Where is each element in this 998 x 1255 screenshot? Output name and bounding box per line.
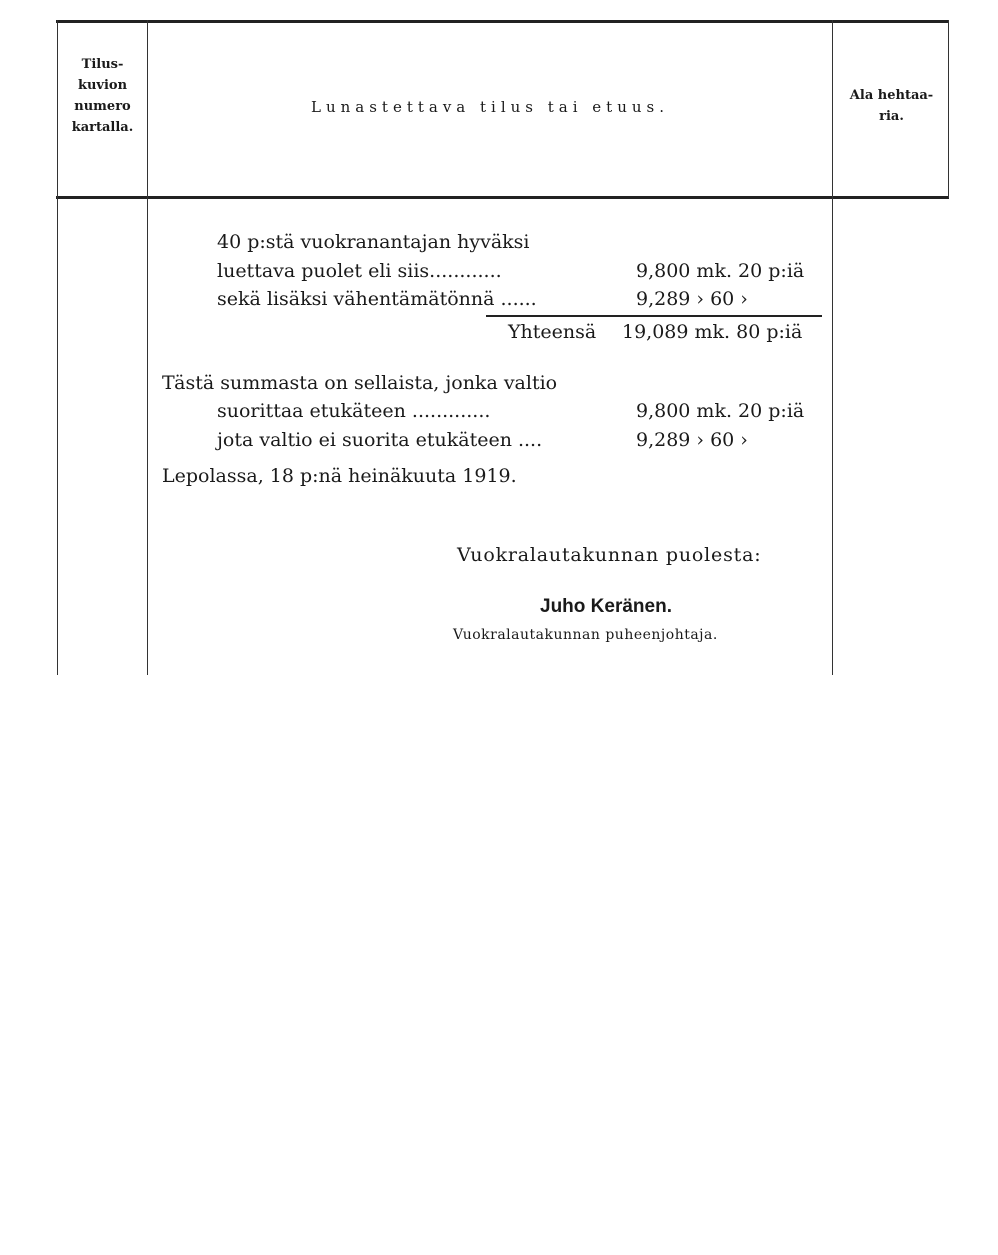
row-text: suorittaa etukäteen ............. <box>217 400 491 422</box>
sum-rule <box>486 315 822 317</box>
row-text: Tästä summasta on sellaista, jonka valtio <box>162 372 558 394</box>
signer-title: Vuokralautakunnan puheenjohtaja. <box>453 627 718 643</box>
row-amount: 9,800 mk. 20 p:iä <box>636 400 805 422</box>
table-top-rule <box>56 20 949 23</box>
row-text: 40 p:stä vuokranantajan hyväksi <box>217 231 530 253</box>
row-amount: 9,800 mk. 20 p:iä <box>636 260 805 282</box>
column-rule <box>832 20 833 675</box>
place-date: Lepolassa, 18 p:nä heinäkuuta 1919. <box>162 465 517 487</box>
header-area-hectares: Ala hehtaa- ria. <box>849 88 934 124</box>
column-rule <box>147 20 148 675</box>
row-text: jota valtio ei suorita etukäteen .... <box>217 429 543 451</box>
row-text: luettava puolet eli siis............ <box>217 260 502 282</box>
header-bottom-rule <box>56 196 949 199</box>
header-parcel-number: Tilus- kuvion numero kartalla. <box>71 57 134 135</box>
row-text: sekä lisäksi vähentämätönnä ...... <box>217 288 537 310</box>
row-amount: 9,289 › 60 › <box>636 288 748 310</box>
signer-name: Juho Keränen. <box>540 596 672 617</box>
on-behalf-line: Vuokralautakunnan puolesta: <box>457 544 762 566</box>
header-redeemed-property: Lunastettava tilus tai etuus. <box>311 98 669 116</box>
total-label: Yhteensä <box>508 321 597 343</box>
column-rule <box>948 20 949 198</box>
total-amount: 19,089 mk. 80 p:iä <box>622 321 803 343</box>
row-amount: 9,289 › 60 › <box>636 429 748 451</box>
